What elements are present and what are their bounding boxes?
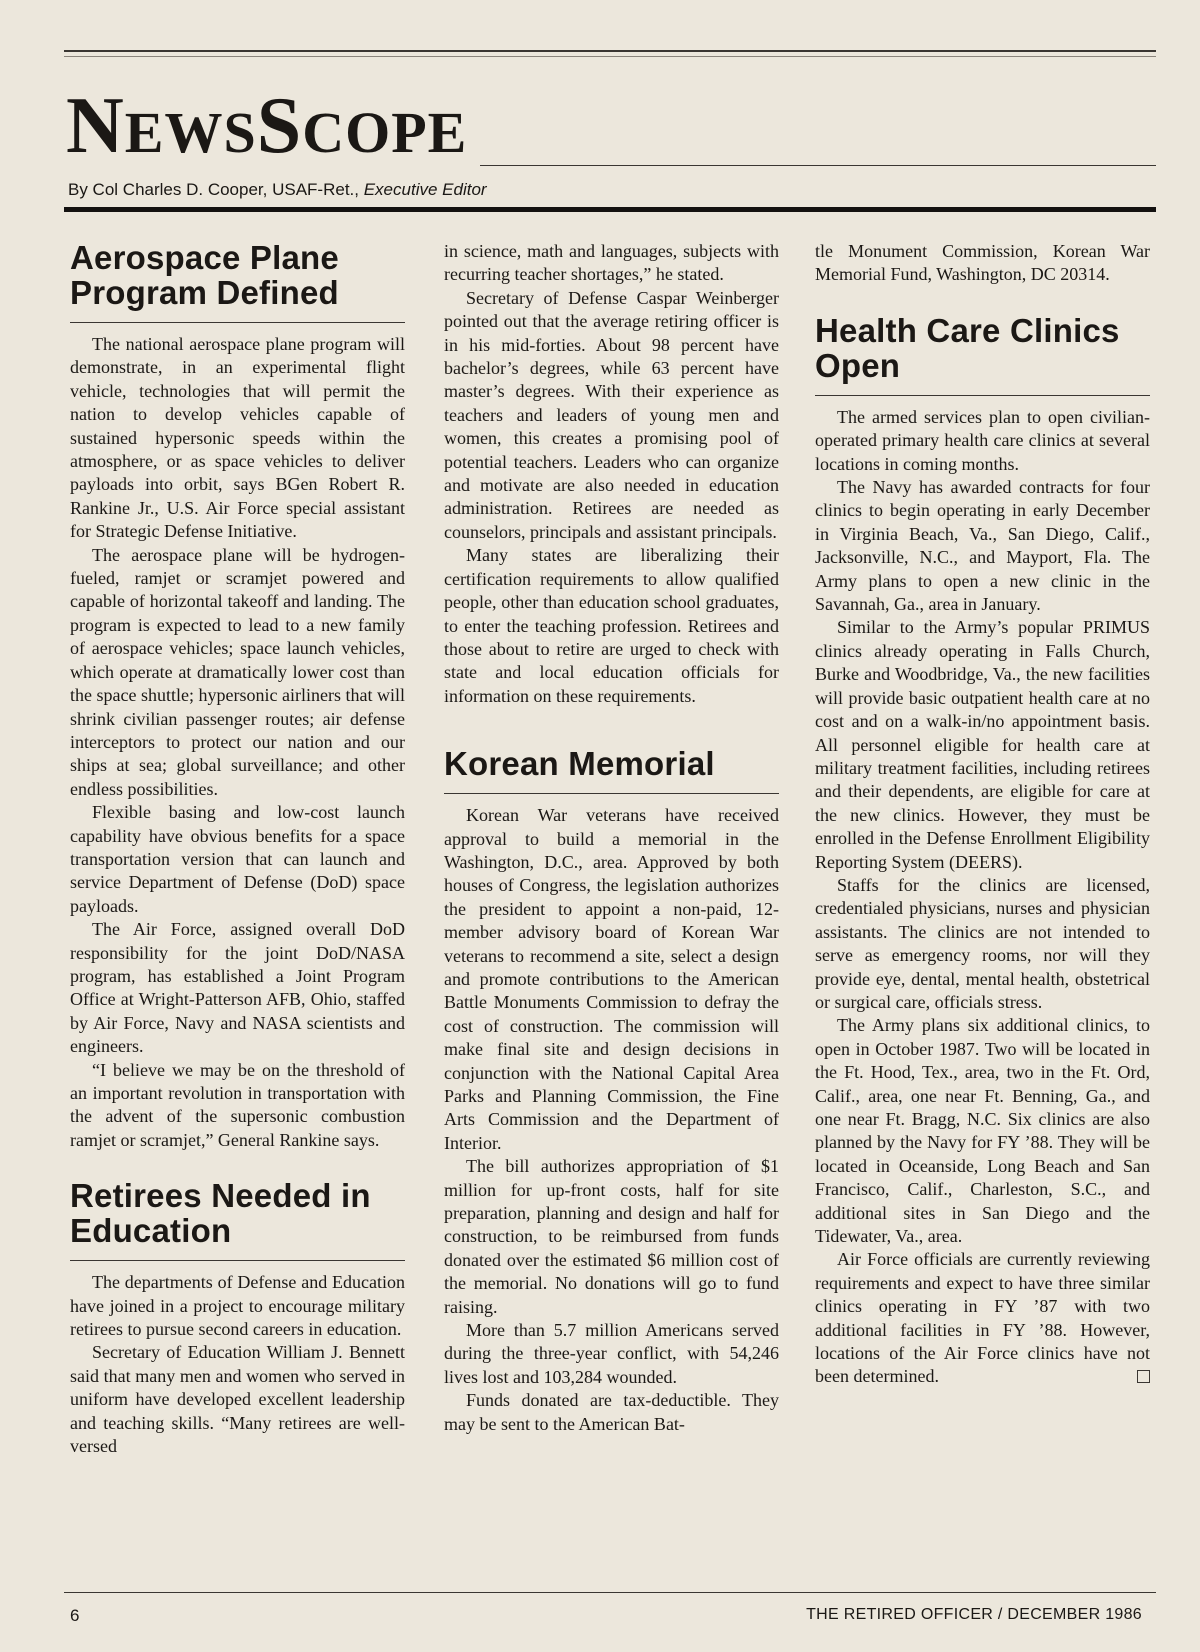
paragraph: The departments of Defense and Education have joined in a project to encourage military retirees to pursue second careers in education.	[70, 1272, 405, 1340]
paragraph: Korean War veterans have received approval to build a memorial in the Washington, D.C., area. Approved by both houses of Congress, the legislation authorizes the president to appoint a non-paid, 12-member advisory board of Korean War veterans to recommend a site, select a design and promote contributions to the American Battle Monuments Commission to defray the cost of construction. The commission will make final site and design decisions in conjunction with the National Capital Area Parks and Planning Commission, the Fine Arts Commission and the Department of Interior.	[444, 805, 779, 1153]
paragraph: Funds donated are tax-deductible. They may be sent to the American Bat-	[444, 1390, 779, 1434]
headline-korean: Korean Memorial	[444, 746, 779, 794]
story-retirees-continued	[444, 240, 779, 708]
paragraph: in science, math and languages, subjects with recurring teacher shortages,” he stated.	[444, 241, 779, 285]
byline: By Col Charles D. Cooper, USAF-Ret., Executive Editor	[68, 180, 487, 199]
top-rule-thin	[64, 56, 1156, 57]
page-number: 6	[70, 1606, 80, 1625]
paragraph: The Army plans six additional clinics, to open in October 1987. Two will be located in the Ft. Hood, Tex., area, two in the Ft. Ord, Calif., area, one near Ft. Benning, Ga., and one near Ft. Bragg, N.C. Six clinics are also planned by the Navy for FY ’88. They will be located in Oceanside, Long Beach and San Francisco, Calif., Charleston, S.C., and additional sites in San Diego and the Tidewater, Va., area.	[815, 1015, 1150, 1247]
publication-footer: THE RETIRED OFFICER / DECEMBER 1986	[806, 1606, 1142, 1623]
headline-retirees: Retirees Needed in Education	[70, 1178, 405, 1261]
footer-rule	[64, 1592, 1156, 1593]
story-retirees	[70, 1178, 405, 1458]
story-aerospace	[70, 240, 405, 1152]
paragraph-final: Air Force officials are currently reviewing requirements and expect to have three similar clinics operating in FY ’87 with two additional facilities in FY ’88. However, locations of the Air Force clinics have not been determined.	[815, 1249, 1150, 1387]
paragraph: tle Monument Commission, Korean War Memorial Fund, Washington, DC 20314.	[815, 241, 1150, 285]
column-3	[815, 240, 1150, 1389]
paragraph: Secretary of Defense Caspar Weinberger pointed out that the average retiring officer is in his mid-forties. About 98 percent have bachelor’s degrees, while 63 percent have master’s degrees. With their experience as teachers and leaders of young men and women, this creates a promising pool of potential teachers. Leaders who can organize and motivate are also needed in education administration. Retirees are needed as counselors, principals and assistant principals.	[444, 287, 779, 542]
paragraph: More than 5.7 million Americans served during the three-year conflict, with 54,246 lives lost and 103,284 wounded.	[444, 1320, 779, 1387]
paragraph: The armed services plan to open civilian-operated primary health care clinics at several locations in coming months.	[815, 406, 1150, 474]
paragraph: Staffs for the clinics are licensed, credentialed physicians, nurses and physician assistants. The clinics are not intended to serve as emergency rooms, nor will they provide eye, dental, mental health, obstetrical or surgical care, officials stress.	[815, 874, 1150, 1012]
masthead-rule	[480, 165, 1156, 166]
paragraph: The national aerospace plane program will demonstrate, in an experimental flight vehicle, technologies that will permit the nation to develop vehicles capable of sustained hypersonic speeds within the atmosphere, or as space vehicles to deliver payloads into orbit, says BGen Robert R. Rankine Jr., U.S. Air Force special assistant for Strategic Defense Initiative.	[70, 334, 405, 542]
paragraph: The Air Force, assigned overall DoD responsibility for the joint DoD/NASA program, has established a Joint Program Office at Wright-Patterson AFB, Ohio, staffed by Air Force, Navy and NASA scientists and engineers.	[70, 919, 405, 1057]
paragraph: Flexible basing and low-cost launch capability have obvious benefits for a space transportation version that can launch and service Department of Defense (DoD) space payloads.	[70, 802, 405, 916]
paragraph: Many states are liberalizing their certification requirements to allow qualified people, other than education school graduates, to enter the teaching profession. Retirees and those about to retire are urged to check with state and local education officials for information on these requirements.	[444, 545, 779, 706]
column-1	[70, 240, 405, 1458]
story-korean-continued	[815, 240, 1150, 287]
story-health	[815, 313, 1150, 1389]
paragraph: The aerospace plane will be hydrogen-fueled, ramjet or scramjet powered and capable of horizontal takeoff and landing. The program is expected to lead to a new family of aerospace vehicles; space launch vehicles, which operate at dramatically lower cost than the space shuttle; hypersonic airliners that will shrink civilian passenger routes; air defense interceptors to protect our nation and our ships at sea; global surveillance; and other endless possibilities.	[70, 544, 405, 799]
top-rule	[64, 50, 1156, 52]
heavy-divider	[64, 207, 1156, 212]
paragraph: “I believe we may be on the threshold of an important revolution in transportation with the advent of the supersonic combustion ramjet or scramjet,” General Rankine says.	[70, 1059, 405, 1150]
column-2	[444, 240, 779, 1436]
story-korean	[444, 746, 779, 1436]
end-of-article-icon	[1137, 1370, 1150, 1383]
headline-aerospace: Aerospace Plane Program Defined	[70, 240, 405, 323]
paragraph: Similar to the Army’s popular PRIMUS clinics already operating in Falls Church, Burke and Woodbridge, Va., the new facilities will provide basic outpatient health care at no cost and on a walk-in/no appointment basis. All personnel eligible for health care at military treatment facilities, including retirees and their dependents, are eligible for care at the new clinics. However, they must be enrolled in the Defense Enrollment Eligibility Reporting System (DEERS).	[815, 617, 1150, 872]
paragraph: The bill authorizes appropriation of $1 million for up-front costs, half for site preparation, planning and design and half for construction, to be reimbursed from funds donated over the estimated $6 million cost of the memorial. No donations will go to fund raising.	[444, 1156, 779, 1317]
newsscope-masthead: NEWSSCOPE	[66, 82, 468, 170]
paragraph: Secretary of Education William J. Bennett said that many men and women who served in uniform have developed excellent leadership and teaching skills. “Many retirees are well-versed	[70, 1342, 405, 1457]
paragraph: The Navy has awarded contracts for four clinics to begin operating in early December in Virginia Beach, Va., San Diego, Calif., Jacksonville, N.C., and Mayport, Fla. The Army plans to open a new clinic in the Savannah, Ga., area in January.	[815, 477, 1150, 615]
headline-health: Health Care Clinics Open	[815, 313, 1150, 396]
